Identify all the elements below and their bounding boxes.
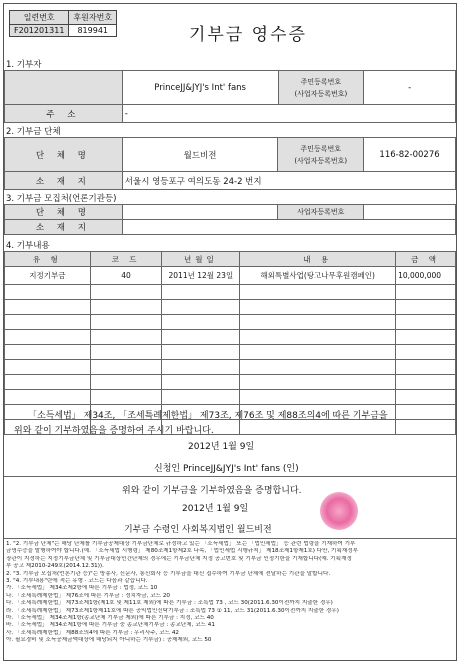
seal-stamp — [320, 492, 358, 530]
row-type: 지정기부금 — [5, 267, 91, 285]
org-id-value: 116-82-00276 — [364, 138, 456, 172]
divider — [4, 476, 456, 477]
donation-receipt — [3, 3, 457, 661]
col-type: 유 형 — [5, 252, 91, 267]
note-line: 1. "2. 기부금 단체"는 해당 단체를 기부금공제대상 기부금단체로 규정하고 있는 「소득세법」 또는 「법인세법」 등 관련 법령을 기재하여 기부 — [6, 541, 356, 547]
donor-address-label: 주 소 — [5, 105, 123, 123]
agency-address-value — [122, 220, 455, 235]
table-row — [5, 330, 456, 345]
recipient-line: 기부금 수령인 사회복지법인 월드비전 — [124, 525, 272, 535]
agency-id-value — [364, 205, 456, 220]
col-code: 코 드 — [90, 252, 162, 267]
note-line: 가. 「소득세법」 제34조제2항에 따른 기부금 : 법정, 코드 10 — [6, 585, 158, 592]
agency-table — [4, 204, 456, 235]
section-org-title: 2. 기부금 단체 — [6, 127, 61, 137]
row-code: 40 — [90, 267, 162, 285]
table-row — [5, 345, 456, 360]
sponsor-label: 후원자번호 — [69, 11, 117, 25]
agency-name-label: 단 체 명 — [5, 205, 123, 220]
section-agency-title: 3. 기부금 모집처(언론기관등) — [6, 194, 117, 204]
footnotes — [6, 541, 456, 645]
org-table — [4, 137, 456, 190]
statement-line-2: 위와 같이 기부하였음을 증명하여 주시기 바랍니다. — [14, 426, 214, 436]
org-name-label: 단 체 명 — [5, 138, 123, 172]
table-row — [5, 390, 456, 405]
col-content: 내 용 — [240, 252, 396, 267]
table-row — [5, 360, 456, 375]
statement-line-1: 「소득세법」 제34조, 「조세특례제한법」 제73조, 제76조 및 제88조의4에 따른 기부금을 — [28, 411, 388, 421]
col-date: 년월일 — [162, 252, 240, 267]
section-donor-title: 1. 기부자 — [6, 60, 42, 70]
table-row — [5, 375, 456, 390]
donor-name-value: PrinceJJ&JYJ's Int' fans — [122, 71, 278, 105]
statement-date-2: 2012년 1월 9일 — [182, 504, 249, 514]
org-address-value: 서울시 영등포구 여의도동 24-2 번지 — [122, 172, 455, 190]
note-line: 바. 「소득세법」 제34조제1항에 따른 기부금 중 종교단체기부금 : 종교단체, 코드 41 — [6, 622, 215, 629]
org-name-value: 월드비전 — [122, 138, 278, 172]
note-line: 나. 「조세특례제한법」 제76조에 따른 기부금 : 정치자금, 코드 20 — [6, 592, 170, 599]
confirm-line: 위와 같이 기부금을 기부하였음을 증명합니다. — [122, 486, 302, 496]
note-line: 사. 「조세특례제한법」 제88조의4에 따른 기부금 : 우리사주, 코드 42 — [6, 629, 179, 636]
table-row — [5, 300, 456, 315]
row-amount: 10,000,000 — [396, 267, 456, 285]
agency-address-label: 소 재 지 — [5, 220, 123, 235]
note-line: 장관이 지정하는 지정기부금단체 및 기부금대상민간단체의 경우에는 기부금단체 지정 공고번호 및 기부금 인정기한을 기재합니다(예. 기획재정 — [6, 555, 352, 562]
applicant-line: 신청인 PrinceJJ&JYJ's Int' fans (인) — [154, 464, 299, 474]
page-title: 기부금 영수증 — [189, 25, 307, 45]
org-id-label: 주민등록번호 (사업자등록번호) — [278, 138, 364, 172]
sponsor-value: 819941 — [69, 25, 117, 37]
statement-date-1: 2012년 1월 9일 — [188, 442, 255, 452]
row-content: 해외특별사업(탕고나무후원캠페인) — [240, 267, 396, 285]
col-amount: 금 액 — [396, 252, 456, 267]
note-line: 2. "3. 기부금 모집처(언론기관 등)"는 방송사, 신문사, 통신회사 등 기부금을 대신 접수하여 기부금 단체에 전달하는 기관을 말합니다. — [6, 570, 331, 577]
org-address-label: 소 재 지 — [5, 172, 123, 190]
donor-name-label — [5, 71, 123, 105]
serial-label: 일련번호 — [10, 11, 69, 25]
id-box — [9, 10, 117, 37]
note-line: 다. 「조세특례제한법」 제73조제1항(제1호 및 제11호 제외)에 따른 기부금 : 조특법 73 , 코드 30(2011.6.30이전까지 지출한 경우) — [6, 600, 333, 607]
table-row — [5, 267, 456, 285]
serial-value: F201201311 — [10, 25, 69, 37]
divider — [4, 538, 456, 539]
donor-address-value: - — [122, 105, 455, 123]
section-contents-title: 4. 기부내용 — [6, 241, 50, 251]
note-line: 부 공고 제2010-249호(2014.12.31)). — [6, 563, 104, 570]
note-line: 라. 「조세특례제한법」 제73조제1항제11호에 따른 공익법인신탁기부금 : 조특법 73 ① 11, 코드 31(2011.6.30이전까지 지출한 경우) — [6, 607, 339, 614]
donor-id-value: - — [364, 71, 456, 105]
table-row — [5, 285, 456, 300]
row-date: 2011년 12월 23일 — [162, 267, 240, 285]
table-row — [5, 315, 456, 330]
donor-table — [4, 70, 456, 123]
note-line: 3. "4. 기부내용"란에 적는 유형 · 코드는 다음과 같습니다. — [6, 578, 148, 585]
note-line: 금영수증을 발행하여야 합니다.(예. 「소득세법 시행령」 제80조제1항제2호 나목, 「법인세법 시행규칙」 제18조제1항제1호) 다만, 기획재정부 — [6, 548, 359, 555]
note-line: 아. 필요경비 및 소득공제금액대상에 해당되지 아니하는 기부금) : 공제제외, 코드 50 — [6, 637, 212, 644]
agency-name-value — [122, 205, 278, 220]
agency-id-label: 사업자등록번호 — [278, 205, 364, 220]
note-line: 마. 「소득세법」 제34조제1항(종교단체 기부금 제외)에 따른 기부금 : 지정, 코드 40 — [6, 615, 214, 622]
donor-id-label: 주민등록번호 (사업자등록번호) — [278, 71, 364, 105]
